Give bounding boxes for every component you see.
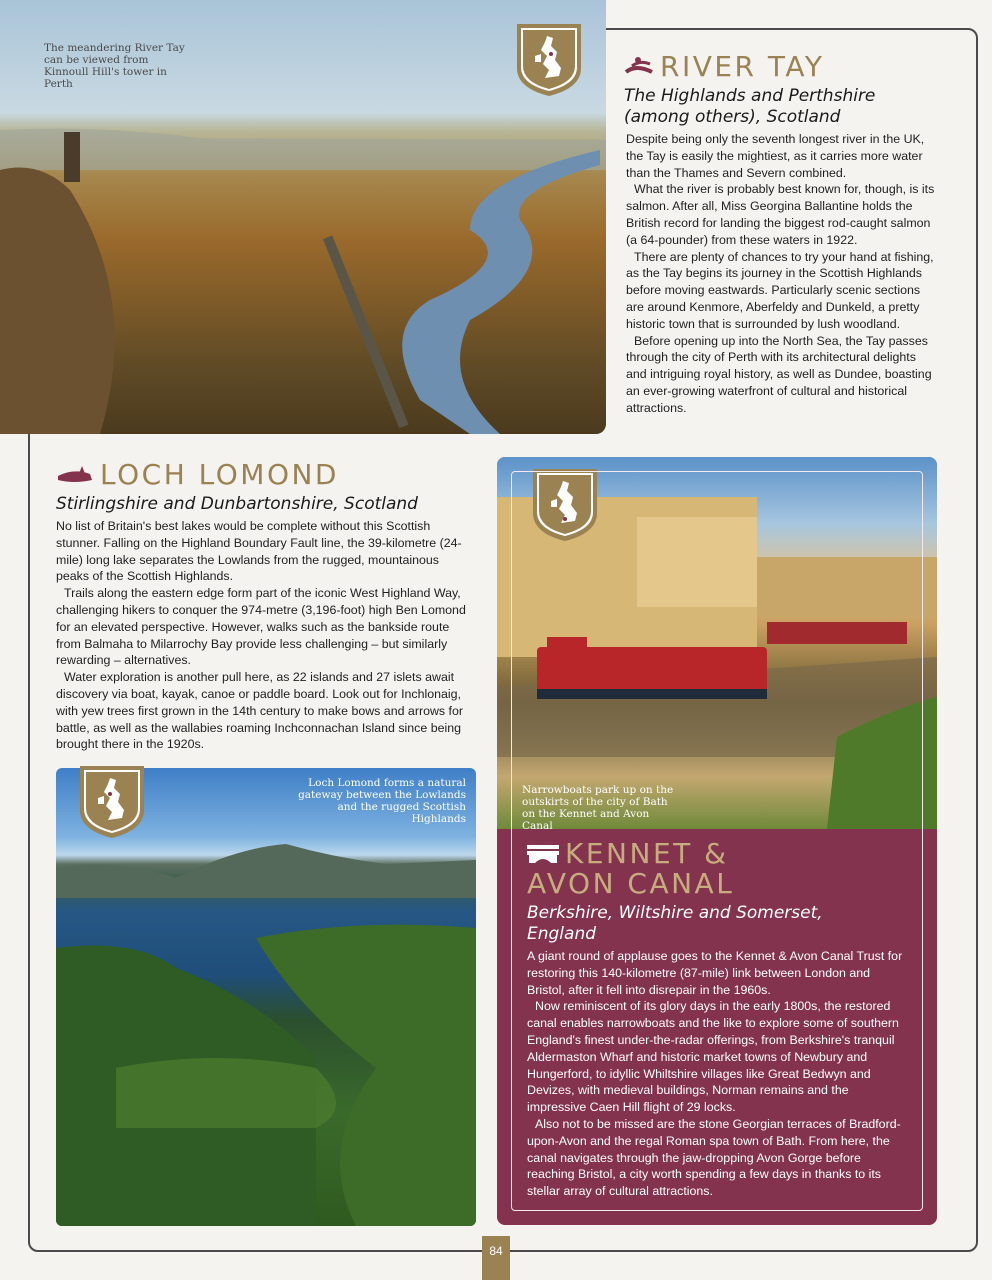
uk-map-badge [78, 764, 146, 836]
uk-map-badge [515, 22, 583, 94]
river-tay-caption: The meandering River Tay can be viewed from Kinnoull Hill's tower in Perth [44, 42, 185, 90]
loch-lomond-title: LOCH LOMOND [100, 458, 339, 491]
river-tay-subtitle [624, 86, 875, 128]
kennet-avon-subtitle [527, 903, 823, 945]
paragraph: There are plenty of chances to try your hand at fishing, as the Tay begins its journey in the Scottish Highlands before moving eastwards. Particularly scenic sections are around Kenmore, Aberfeldy and Dunkeld, a pretty historic town that is surrounded by lush woodland. [626, 249, 934, 331]
subtitle-line: The Highlands and Perthshire [624, 86, 876, 106]
title-line: KENNET & [565, 837, 729, 870]
river-icon [624, 56, 654, 81]
loch-lomond-subtitle: Stirlingshire and Dunbartonshire, Scotland [56, 494, 418, 514]
paragraph: Now reminiscent of its glory days in the early 1800s, the restored canal enables narrowboats and the like to explore some of southern England's finest under-the-radar offerings, from Berkshire's tranquil Aldermaston Wharf and historic market towns of Newbury and Hungerford, to idyllic Whiltshire villages like Great Bedwyn and Devizes, with medieval buildings, Norman remains and the impressive Caen Hill flight of 29 locks. [527, 999, 899, 1115]
paragraph: What the river is probably best known for, though, is its salmon. After all, Miss Georgina Ballantine holds the British record for landing the biggest rod-caught salmon (a 64-pounder) from these waters in 1922. [626, 182, 935, 247]
subtitle-line: Berkshire, Wiltshire and Somerset, [527, 903, 823, 923]
paragraph: Water exploration is another pull here, as 22 islands and 27 islets await discovery via boat, kayak, canoe or paddle board. Look out for Inchlonaig, with yew trees first grown in the 14th century to make bows and arrows for battle, as well as the wallabies roaming Inchconnachan Island since being brought there in the 1920s. [56, 670, 464, 752]
subtitle-line: England [527, 924, 597, 944]
lake-icon [56, 462, 94, 489]
paragraph: Trails along the eastern edge form part of the iconic West Highland Way, challenging hikers to conquer the 974-metre (3,196-foot) high Ben Lomond for an elevated perspective. However, walks such as the bankside route from Balmaha to Milarrochy Bay provide less challenging – but similarly rewarding – alternatives. [56, 586, 466, 668]
paragraph: Also not to be missed are the stone Georgian terraces of Bradford-upon-Avon and the regal Roman spa town of Bath. From here, the canal navigates through the jaw-dropping Avon Gorge before reaching Bristol, a city worth spending a few days in thanks to its stellar array of cultural attractions. [527, 1116, 901, 1199]
river-tay-title: RIVER TAY [660, 50, 825, 83]
loch-lomond-caption: Loch Lomond forms a natural gateway between the Lowlands and the rugged Scottish Highlands [298, 777, 466, 825]
kennet-avon-title [527, 839, 734, 899]
paragraph: Despite being only the seventh longest river in the UK, the Tay is easily the mightiest, as it carries more water than the Thames and Severn combined. [626, 132, 925, 180]
river-tay-body [626, 131, 936, 417]
loch-lomond-body [56, 518, 472, 753]
page-number: 84 [482, 1236, 510, 1280]
subtitle-line: (among others), Scotland [624, 107, 841, 127]
title-line: AVON CANAL [527, 867, 735, 900]
paragraph: A giant round of applause goes to the Kennet & Avon Canal Trust for restoring this 140-kilometre (87-mile) link between London and Bristol, after it fell into disrepair in the 1960s. [527, 949, 903, 997]
kennet-avon-body [527, 948, 911, 1200]
kennet-avon-caption: Narrowboats park up on the outskirts of the city of Bath on the Kennet and Avon Canal [522, 784, 674, 832]
paragraph: Before opening up into the North Sea, the Tay passes through the city of Perth with its architectural delights and intriguing royal history, as well as Dundee, boasting an ever-growing waterfront of cultural and historical attractions. [626, 333, 932, 415]
kennet-avon-panel [497, 457, 937, 1225]
paragraph: No list of Britain's best lakes would be complete without this Scottish stunner. Falling on the Highland Boundary Fault line, the 39-kilometre (24-mile) long lake separates the Lowlands from the rugged, mountainous peaks of the Scottish Highlands. [56, 519, 462, 584]
